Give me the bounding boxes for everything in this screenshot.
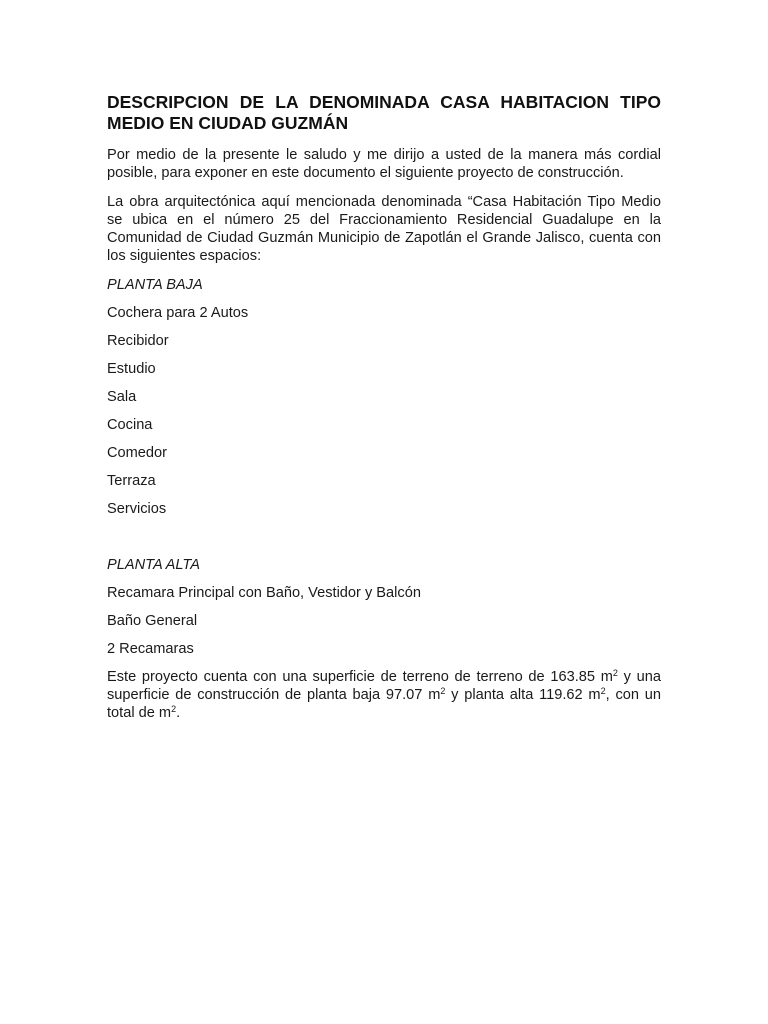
intro-paragraph: Por medio de la presente le saludo y me dirijo a usted de la manera más cordial posible, para exponer en este documento el siguiente proyecto de construcción. bbox=[107, 147, 661, 181]
document-title: DESCRIPCION DE LA DENOMINADA CASA HABITACION TIPO MEDIO EN CIUDAD GUZMÁN bbox=[107, 92, 661, 133]
superscript-2: 2 bbox=[171, 704, 177, 714]
list-item: Comedor bbox=[107, 445, 168, 461]
list-item: Baño General bbox=[107, 613, 198, 629]
planta-alta-heading: PLANTA ALTA bbox=[107, 557, 200, 573]
list-item: Recibidor bbox=[107, 333, 169, 349]
summary-text-5: . bbox=[176, 705, 181, 721]
list-item: Terraza bbox=[107, 473, 156, 489]
summary-text-4: , con un total de m bbox=[107, 687, 661, 721]
summary-paragraph bbox=[107, 668, 661, 722]
list-item: Sala bbox=[107, 389, 137, 405]
list-item: Servicios bbox=[107, 501, 167, 517]
list-item: Cochera para 2 Autos bbox=[107, 305, 249, 321]
superscript-2: 2 bbox=[440, 686, 446, 696]
list-item: Recamara Principal con Baño, Vestidor y Balcón bbox=[107, 585, 421, 601]
planta-baja-heading: PLANTA BAJA bbox=[107, 277, 203, 293]
superscript-2: 2 bbox=[612, 668, 618, 678]
list-item: Cocina bbox=[107, 417, 153, 433]
section-spacer bbox=[107, 528, 661, 556]
superscript-2: 2 bbox=[600, 686, 606, 696]
planta-alta-list bbox=[107, 584, 661, 658]
summary-text-1: Este proyecto cuenta con una superficie de terreno de terreno de 163.85 m bbox=[107, 669, 613, 685]
list-item: Estudio bbox=[107, 361, 156, 377]
description-paragraph: La obra arquitectónica aquí mencionada denominada “Casa Habitación Tipo Medio se ubica en el número 25 del Fraccionamiento Residencial Guadalupe en la Comunidad de Ciudad Guzmán Municipio de Zapotlán el Grande Jalisco, cuenta con los siguientes espacios: bbox=[107, 194, 661, 264]
planta-baja-list bbox=[107, 304, 661, 518]
summary-text-3: y planta alta 119.62 m bbox=[445, 687, 601, 703]
summary-text-2: y una superficie de construcción de planta baja 97.07 m bbox=[107, 669, 661, 703]
list-item: 2 Recamaras bbox=[107, 641, 194, 657]
